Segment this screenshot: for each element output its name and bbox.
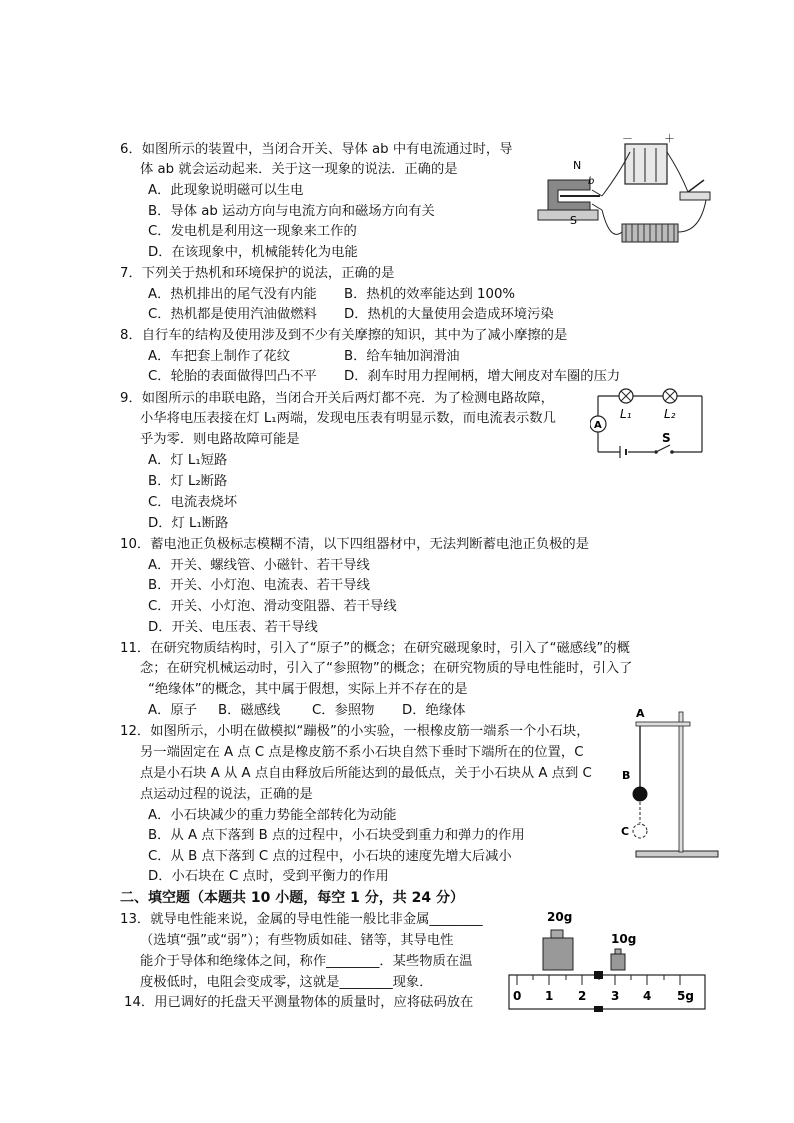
q8-stem: 8．自行车的结构及使用涉及到不少有关摩擦的知识，其中为了减小摩擦的是	[120, 328, 568, 343]
q6-b-label: b	[588, 176, 595, 187]
q6-stem-line1: 6．如图所示的装置中，当闭合开关、导体 ab 中有电流通过时，导	[120, 142, 513, 157]
q10-option-a: A．开关、螺线管、小磁针、若干导线	[148, 558, 370, 573]
balance-rider-bottom	[594, 1006, 603, 1012]
q6-s-label: S	[570, 214, 577, 227]
section2-title: 二、填空题（本题共 10 小题，每空 1 分，共 24 分）	[120, 890, 464, 906]
q13-balance-weights-figure	[505, 905, 711, 1015]
q11-option-b: B．磁感线	[218, 703, 281, 718]
q9-option-d: D．灯 L₁断路	[148, 516, 229, 531]
q7-option-b: B．热机的效率能达到 100%	[344, 287, 516, 302]
q12-stem-line4: 点运动过程的说法，正确的是	[140, 787, 313, 802]
q11-option-d: D．绝缘体	[402, 703, 466, 718]
q13-line3: 能介于导体和绝缘体之间，称作________．某些物质在温	[140, 954, 473, 969]
q6-option-d: D．在该现象中，机械能转化为电能	[148, 245, 358, 260]
tick-label-4: 4	[643, 989, 652, 1003]
q9-option-b: B．灯 L₂断路	[148, 474, 228, 489]
q13-line1: 13．就导电性能来说，金属的导电性能一般比非金属________	[120, 912, 483, 927]
q6-minus-label: －	[622, 132, 633, 145]
q9-option-c: C．电流表烧坏	[148, 495, 238, 510]
q11-stem-line2: 念；在研究机械运动时，引入了“参照物”的概念；在研究物质的导电性能时，引入了	[140, 661, 633, 676]
q12-point-a-label: A	[636, 707, 645, 720]
weight-20g-label: 20g	[547, 910, 573, 924]
q11-option-c: C．参照物	[312, 703, 375, 718]
q12-stem-line2: 另一端固定在 A 点 C 点是橡皮筋不系小石块自然下垂时下端所在的位置，C	[140, 745, 584, 760]
q7-option-c: C．热机都是使用汽油做燃料	[148, 307, 317, 322]
q11-stem-line3: “绝缘体”的概念，其中属于假想，实际上并不存在的是	[148, 682, 468, 697]
q9-stem-line1: 9．如图所示的串联电路，当闭合开关后两灯都不亮．为了检测电路故障，	[120, 391, 554, 406]
q7-option-a: A．热机排出的尾气没有内能	[148, 287, 317, 302]
q12-option-d: D．小石块在 C 点时，受到平衡力的作用	[148, 869, 389, 884]
q9-option-a: A．灯 L₁短路	[148, 453, 228, 468]
q6-stem-line2: 体 ab 就会运动起来．关于这一现象的说法．正确的是	[140, 162, 458, 177]
q12-option-b: B．从 A 点下落到 B 点的过程中，小石块受到重力和弹力的作用	[148, 828, 525, 843]
q6-option-c: C．发电机是利用这一现象来工作的	[148, 224, 357, 239]
q12-stem-line3: 点是小石块 A 从 A 点自由释放后所能达到的最低点，关于小石块从 A 点到 C	[140, 766, 592, 781]
weight-10g-label: 10g	[611, 932, 637, 946]
q9-ammeter-label: A	[594, 420, 602, 431]
q12-option-c: C．从 B 点下落到 C 点的过程中，小石块的速度先增大后减小	[148, 849, 512, 864]
q7-stem: 7．下列关于热机和环境保护的说法，正确的是	[120, 266, 395, 281]
q6-option-b: B．导体 ab 运动方向与电流方向和磁场方向有关	[148, 204, 435, 219]
q7-option-d: D．热机的大量使用会造成环境污染	[344, 307, 554, 322]
q9-circuit-figure	[590, 386, 710, 458]
q10-option-b: B．开关、小灯泡、电流表、若干导线	[148, 578, 370, 593]
q9-stem-line2: 小华将电压表接在灯 L₁两端，发现电压表有明显示数，而电流表示数几	[140, 411, 556, 426]
q12-stem-line1: 12．如图所示，小明在做模拟“蹦极”的小实验，一根橡皮筋一端系一个小石块，	[120, 724, 590, 739]
q12-bungee-stand-figure	[618, 704, 724, 864]
q9-switch-label: S	[662, 431, 671, 445]
q8-option-b: B．给车轴加润滑油	[344, 349, 460, 364]
q14-line1: 14．用已调好的托盘天平测量物体的质量时，应将砝码放在	[124, 995, 474, 1010]
q12-point-c-label: C	[621, 825, 630, 838]
q12-option-a: A．小石块减少的重力势能全部转化为动能	[148, 808, 397, 823]
q9-stem-line3: 乎为零．则电路故障可能是	[140, 432, 300, 447]
tick-label-0: 0	[513, 989, 522, 1003]
q13-line2: （选填“强”或“弱”）；有些物质如硅、锗等，其导电性	[140, 933, 454, 948]
q10-stem: 10．蓄电池正负极标志模糊不清，以下四组器材中，无法判断蓄电池正负极的是	[120, 537, 590, 552]
q10-option-c: C．开关、小灯泡、滑动变阻器、若干导线	[148, 599, 397, 614]
tick-label-3: 3	[611, 989, 620, 1003]
tick-label-2: 2	[578, 989, 587, 1003]
q10-option-d: D．开关、电压表、若干导线	[148, 620, 318, 635]
q12-point-b-label: B	[622, 769, 631, 782]
q6-plus-label: ＋	[664, 132, 675, 145]
q9-l1-label: L₁	[620, 407, 632, 421]
q11-option-a: A．原子	[148, 703, 197, 718]
q6-n-label: N	[573, 159, 582, 172]
q9-l2-label: L₂	[664, 407, 676, 421]
q6-option-a: A．此现象说明磁可以生电	[148, 183, 304, 198]
balance-rider	[594, 971, 603, 979]
q8-option-d: D．刹车时用力捏闸柄，增大闸皮对车圈的压力	[344, 369, 621, 384]
tick-label-5g: 5g	[677, 989, 694, 1003]
q6-motor-apparatus-figure	[530, 132, 720, 257]
q13-line4: 度极低时，电阻会变成零，这就是________现象．	[140, 975, 433, 990]
q8-option-a: A．车把套上制作了花纹	[148, 349, 291, 364]
q11-stem-line1: 11．在研究物质结构时，引入了“原子”的概念；在研究磁现象时，引入了“磁感线”的概	[120, 641, 630, 656]
tick-label-1: 1	[545, 989, 554, 1003]
q8-option-c: C．轮胎的表面做得凹凸不平	[148, 369, 317, 384]
